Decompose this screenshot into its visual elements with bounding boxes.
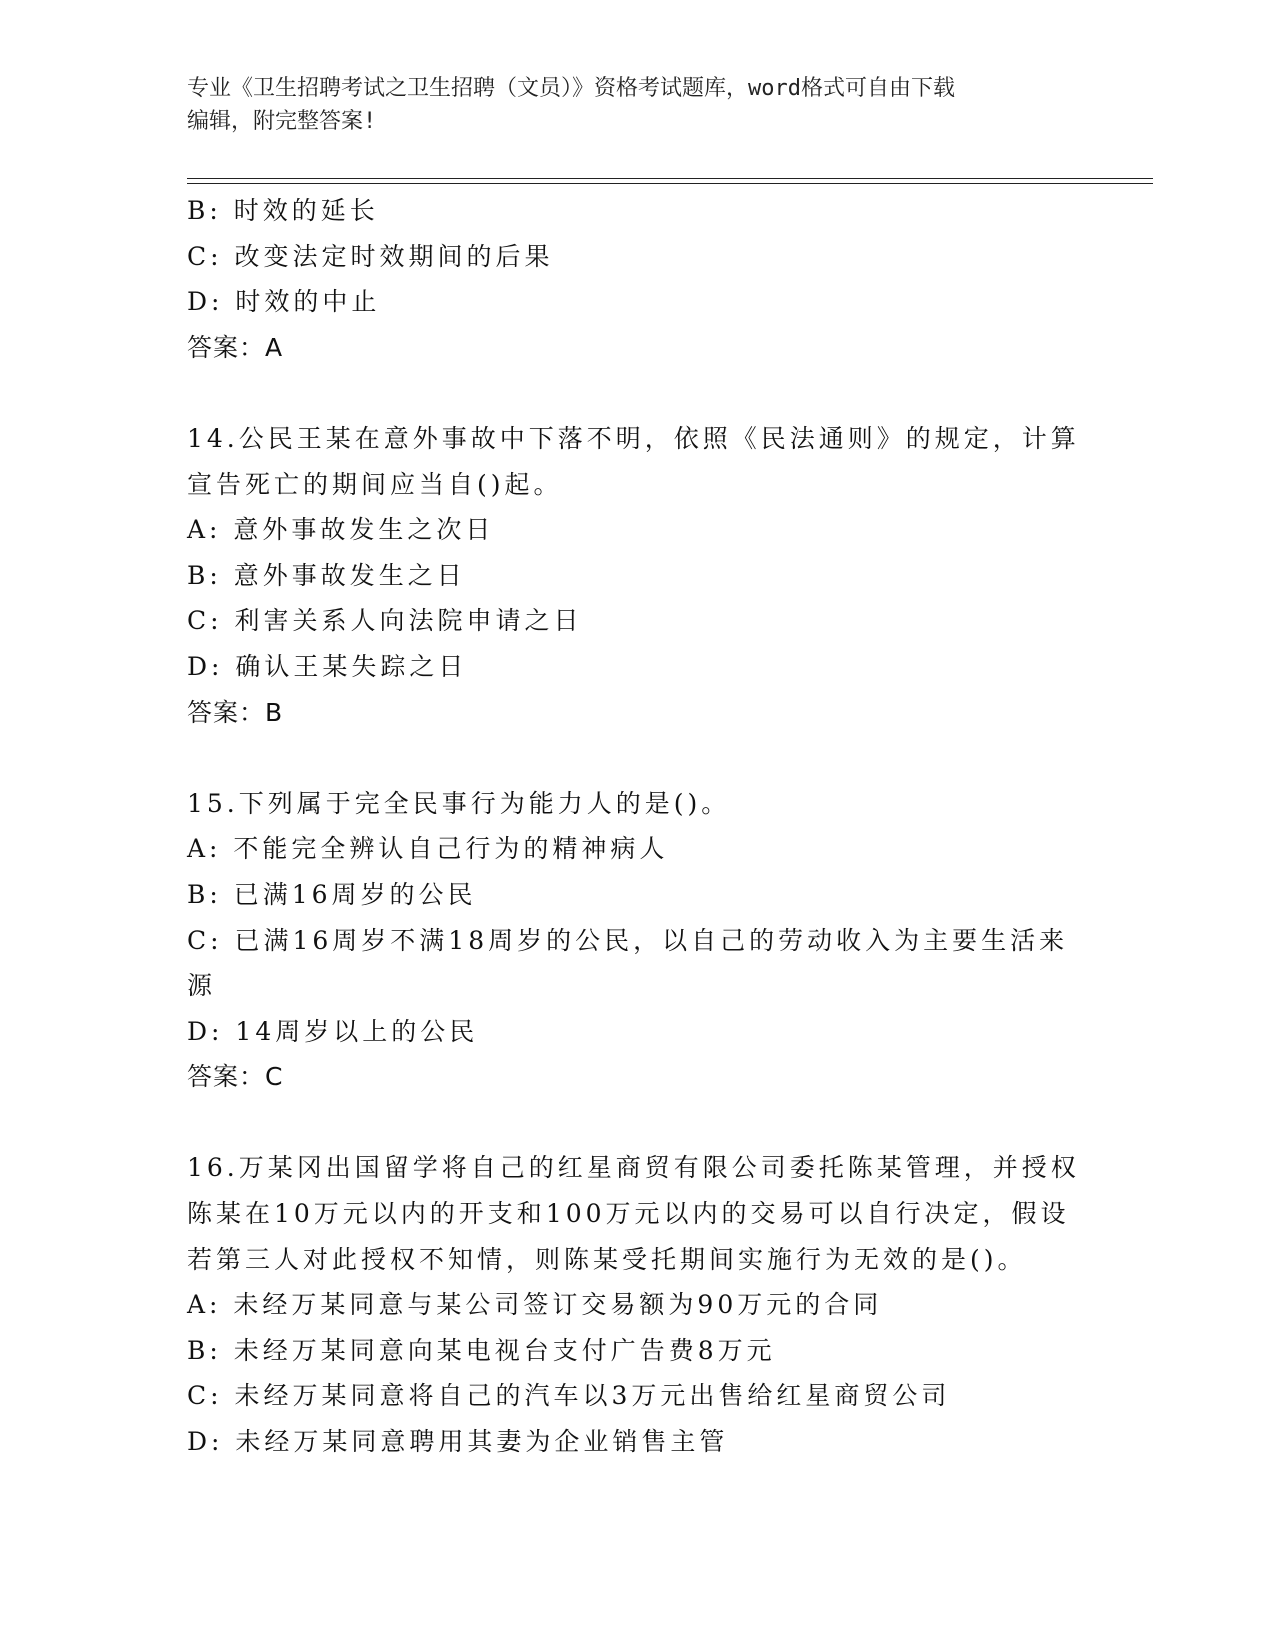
option-c: C: 未经万某同意将自己的汽车以3万元出售给红星商贸公司 <box>187 1381 951 1411</box>
option-c: C: 已满16周岁不满18周岁的公民，以自己的劳动收入为主要生活来源 <box>187 925 1069 1001</box>
option-b: B: 已满16周岁的公民 <box>187 879 477 909</box>
option-a: A: 不能完全辨认自己行为的精神病人 <box>187 834 669 864</box>
question-text: 14.公民王某在意外事故中下落不明，依照《民法通则》的规定，计算宣告死亡的期间应当自()起。 <box>187 423 1080 499</box>
previous-question-block <box>187 188 1087 370</box>
header-divider-bottom <box>187 183 1153 184</box>
question-14-block <box>187 416 1087 735</box>
header-line-2: 编辑，附完整答案! <box>187 109 377 134</box>
document-header <box>187 72 1067 138</box>
option-b: B: 未经万某同意向某电视台支付广告费8万元 <box>187 1335 776 1365</box>
answer-label: 答案：C <box>187 1062 284 1092</box>
question-16-block <box>187 1145 1087 1464</box>
header-divider-top <box>187 178 1153 179</box>
question-text: 15.下列属于完全民事行为能力人的是()。 <box>187 788 731 818</box>
question-content <box>187 188 1087 1465</box>
option-b: B: 意外事故发生之日 <box>187 560 466 590</box>
option-d: D: 确认王某失踪之日 <box>187 651 468 681</box>
option-d: D: 未经万某同意聘用其妻为企业销售主管 <box>187 1427 729 1457</box>
option-a: A: 未经万某同意与某公司签订交易额为90万元的合同 <box>187 1290 883 1320</box>
option-b: B: 时效的延长 <box>187 196 379 225</box>
option-c: C: 利害关系人向法院申请之日 <box>187 606 583 636</box>
spacer <box>187 370 1087 416</box>
header-line-1: 专业《卫生招聘考试之卫生招聘（文员）》资格考试题库，word格式可自由下载 <box>187 76 955 101</box>
option-a: A: 意外事故发生之次日 <box>187 515 495 545</box>
answer-label: 答案：A <box>187 332 284 362</box>
question-text: 16.万某冈出国留学将自己的红星商贸有限公司委托陈某管理，并授权陈某在10万元以内的开支和100万元以内的交易可以自行决定，假设若第三人对此授权不知情，则陈某受托期间实施行为无效的是()。 <box>187 1153 1080 1274</box>
spacer <box>187 735 1087 781</box>
option-d: D: 14周岁以上的公民 <box>187 1016 479 1046</box>
spacer <box>187 1100 1087 1146</box>
option-c: C: 改变法定时效期间的后果 <box>187 241 554 271</box>
option-d: D: 时效的中止 <box>187 287 381 317</box>
question-15-block <box>187 781 1087 1100</box>
answer-label: 答案：B <box>187 697 284 727</box>
